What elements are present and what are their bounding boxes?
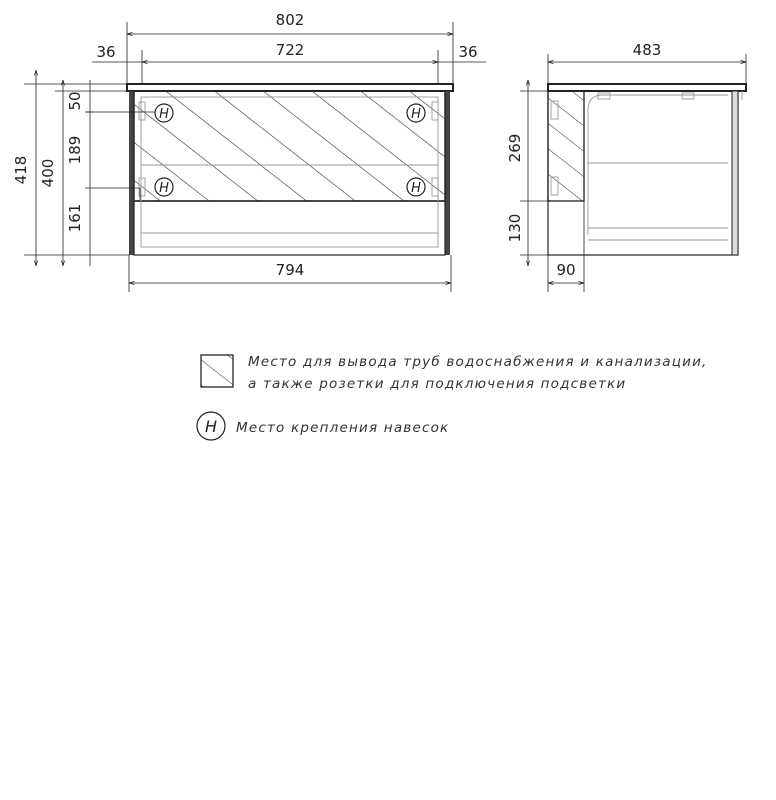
legend-hatch-line1: Место для вывода труб водоснабжения и канализации, [248, 354, 708, 370]
dim-130: 130 [506, 213, 524, 243]
legend-mount-text: Место крепления навесок [236, 420, 450, 436]
front-worktop [127, 84, 453, 91]
side-view [506, 41, 746, 292]
side-front-panel [732, 91, 738, 255]
dim-400: 400 [39, 158, 57, 188]
mount-marker-top-right [407, 104, 425, 122]
front-right-panel [445, 91, 450, 255]
dim-418: 418 [12, 155, 30, 185]
dim-36-left: 36 [96, 43, 116, 61]
dim-722: 722 [275, 41, 305, 59]
dim-483: 483 [632, 41, 662, 59]
mount-label: H [411, 107, 421, 122]
front-view [12, 11, 486, 292]
dim-802: 802 [275, 11, 305, 29]
dim-161: 161 [66, 203, 84, 233]
mount-label: H [411, 181, 421, 196]
front-left-panel [129, 91, 134, 255]
legend-mount-letter: H [204, 417, 218, 436]
legend-hatch-swatch [201, 355, 233, 387]
mount-marker-bottom-left [155, 178, 173, 196]
side-worktop [548, 84, 746, 91]
dim-189: 189 [66, 135, 84, 165]
side-hatch-zone [548, 91, 584, 201]
dim-794: 794 [275, 261, 305, 279]
dim-36-right: 36 [458, 43, 478, 61]
dim-50: 50 [66, 91, 84, 111]
mount-label: H [159, 181, 169, 196]
legend-mount-symbol [197, 412, 225, 440]
mount-label: H [159, 107, 169, 122]
legend [197, 354, 708, 440]
legend-hatch-line2: а также розетки для подключения подсветки [248, 376, 627, 392]
dim-269: 269 [506, 133, 524, 163]
mount-marker-top-left [155, 104, 173, 122]
mount-marker-bottom-right [407, 178, 425, 196]
dim-90: 90 [556, 261, 576, 279]
front-hatch-zone [134, 91, 445, 201]
